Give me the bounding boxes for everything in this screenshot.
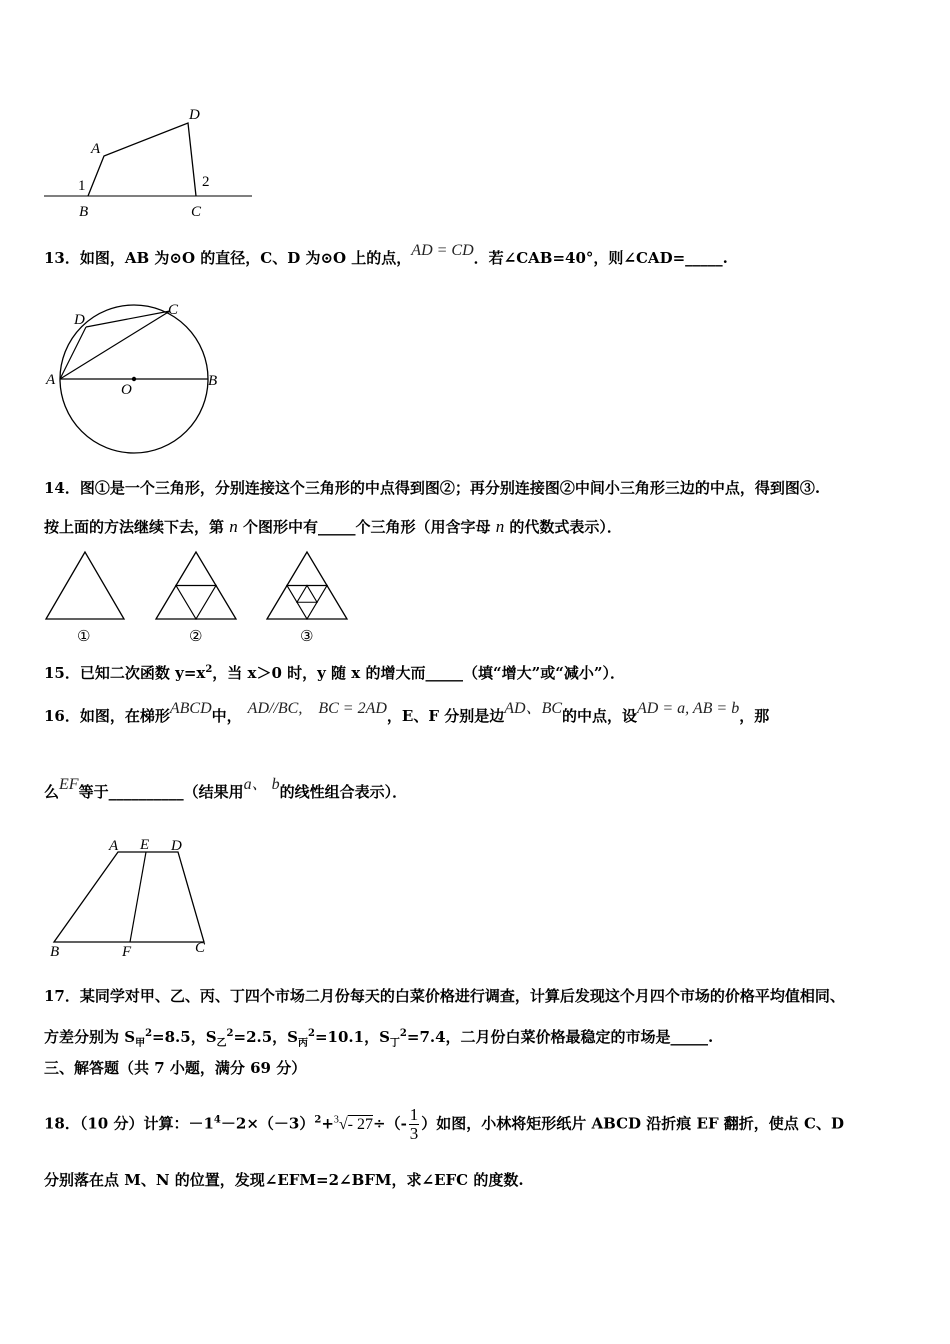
q16-text-post: ，那 (739, 707, 770, 725)
label-angle-2: 2 (202, 174, 210, 190)
q18-frac-num: 1 (409, 1105, 419, 1124)
figure-q12 (40, 100, 260, 222)
q17-sq-2: 2 (226, 1028, 234, 1039)
center-point (132, 377, 136, 381)
q18-pre: 18．（10 分）计算：－1 (44, 1114, 214, 1133)
q17-sub-jia: 甲 (135, 1038, 146, 1049)
q14-var-n-2: n (495, 517, 505, 536)
q16-l2-mid: 等于__________（结果用 (78, 783, 244, 801)
label-b: B (208, 373, 218, 389)
q18-div: ÷（- (373, 1114, 407, 1133)
q16-text-pre: 16．如图，在梯形 (44, 707, 170, 725)
q16-math-abcd: ABCD (169, 700, 212, 717)
q18-frac-den: 3 (409, 1124, 419, 1143)
q17-v2: =2.5，S (233, 1028, 298, 1046)
q13-text-pre: 13．如图，AB 为⊙O 的直径，C、D 为⊙O 上的点， (44, 249, 412, 267)
question-17-line1: 17．某同学对甲、乙、丙、丁四个市场二月份每天的白菜价格进行调查，计算后发现这个月四个市场的价格平均值相同、 (44, 987, 845, 1005)
q15-text-post: ，当 x＞0 时，y 随 x 的增大而_____（填“增大”或“减小”）． (212, 664, 625, 682)
q17-sub-ding: 丁 (389, 1038, 400, 1049)
q16-math-adbc: AD、BC (504, 700, 563, 717)
q16-math-ef: EF (59, 776, 79, 793)
label-d: D (171, 838, 182, 854)
label-d: D (189, 107, 200, 123)
question-15 (44, 660, 625, 683)
q14-text-mid: 个图形中有_____个三角形（用含字母 (237, 518, 496, 536)
q17-sq-3: 2 (308, 1028, 315, 1039)
q16-l2-pre: 么 (44, 783, 60, 801)
q14-text-pre: 按上面的方法继续下去，第 (44, 518, 230, 536)
q18-fraction (409, 1106, 420, 1143)
q18-cube-root: $^3$√- 27 (333, 1114, 373, 1133)
question-16-line2 (44, 776, 408, 803)
label-angle-1: 1 (78, 178, 86, 194)
label-c: C (195, 940, 206, 956)
q16-math-vectors: AD = a, AB = b (637, 700, 740, 717)
label-o: O (121, 382, 132, 398)
figure-label-3: ③ (300, 627, 314, 645)
q13-text-post: ．若∠CAB=40°，则∠CAD=_____. (473, 249, 728, 267)
label-a: A (46, 372, 56, 388)
label-d: D (74, 312, 85, 328)
section-3-heading: 三、解答题（共 7 小题，满分 69 分） (44, 1059, 307, 1077)
label-b: B (50, 944, 60, 960)
q18-mid1: －2×（－3） (220, 1114, 315, 1133)
triangle-1 (46, 552, 124, 619)
label-a: A (109, 838, 119, 854)
question-18-line1 (44, 1106, 844, 1143)
q18-plus: + (321, 1114, 334, 1133)
trapezoid-abcd (54, 852, 204, 942)
q17-sq-1: 2 (145, 1028, 153, 1039)
q18-exp-4: 4 (213, 1114, 221, 1126)
label-f: F (122, 944, 132, 960)
question-13 (44, 242, 728, 269)
q16-text-mid3: 的中点，设 (562, 707, 638, 725)
q17-v4: =7.4，二月份白菜价格最稳定的市场是_____. (406, 1028, 714, 1046)
question-18-line2: 分别落在点 M、N 的位置，发现∠EFM=2∠BFM，求∠EFC 的度数. (44, 1171, 524, 1189)
q14-text-post: 的代数式表示）． (504, 518, 622, 536)
label-c: C (191, 204, 202, 220)
label-c: C (168, 302, 179, 318)
q17-v1: =8.5，S (152, 1028, 217, 1046)
figure-q16 (40, 834, 220, 964)
q16-text-mid2: ，E、F 分别是边 (386, 707, 505, 725)
figure-label-2: ② (189, 627, 203, 645)
q16-math-parallel: AD//BC, (247, 700, 303, 717)
question-14-line1: 14．图①是一个三角形，分别连接这个三角形的中点得到图②；再分别连接图②中间小三角形三边的中点，得到图③. (44, 479, 821, 497)
q16-math-bc: BC = 2AD (318, 700, 387, 717)
segment-ef (130, 852, 146, 942)
triangle-2-inner (176, 586, 216, 620)
figure-q14 (40, 546, 360, 646)
label-a: A (91, 141, 101, 157)
figure-q13 (40, 300, 230, 458)
label-b: B (79, 204, 89, 220)
q15-exponent: 2 (205, 664, 213, 675)
q17-sq-4: 2 (399, 1028, 407, 1039)
q18-exp-2: 2 (314, 1114, 322, 1126)
q18-post: ）如图，小林将矩形纸片 ABCD 沿折痕 EF 翻折，使点 C、D (421, 1114, 844, 1133)
q18-root-body: - 27 (347, 1115, 373, 1133)
question-17-line2 (44, 1024, 713, 1054)
q16-l2-post: 的线性组合表示）． (279, 783, 408, 801)
q17-v3: =10.1，S (314, 1028, 390, 1046)
q14-var-n: n (229, 517, 238, 536)
question-14-line2 (44, 517, 622, 537)
q17-s1: 方差分别为 S (44, 1028, 136, 1046)
q16-text-mid1: 中， (211, 707, 242, 725)
figure-label-1: ① (77, 627, 91, 645)
q17-sub-yi: 乙 (216, 1038, 227, 1049)
q16-math-ab: a、 b (243, 776, 280, 793)
triangle-3-innermost (297, 586, 317, 603)
q18-root-index: 3 (333, 1114, 339, 1126)
q15-text-pre: 15．已知二次函数 y=x (44, 664, 206, 682)
q13-arc-equation: AD = CD (411, 242, 474, 259)
q17-sub-bing: 丙 (298, 1038, 308, 1049)
label-e: E (140, 837, 150, 853)
quadrilateral (88, 123, 196, 196)
question-16-line1 (44, 700, 770, 727)
